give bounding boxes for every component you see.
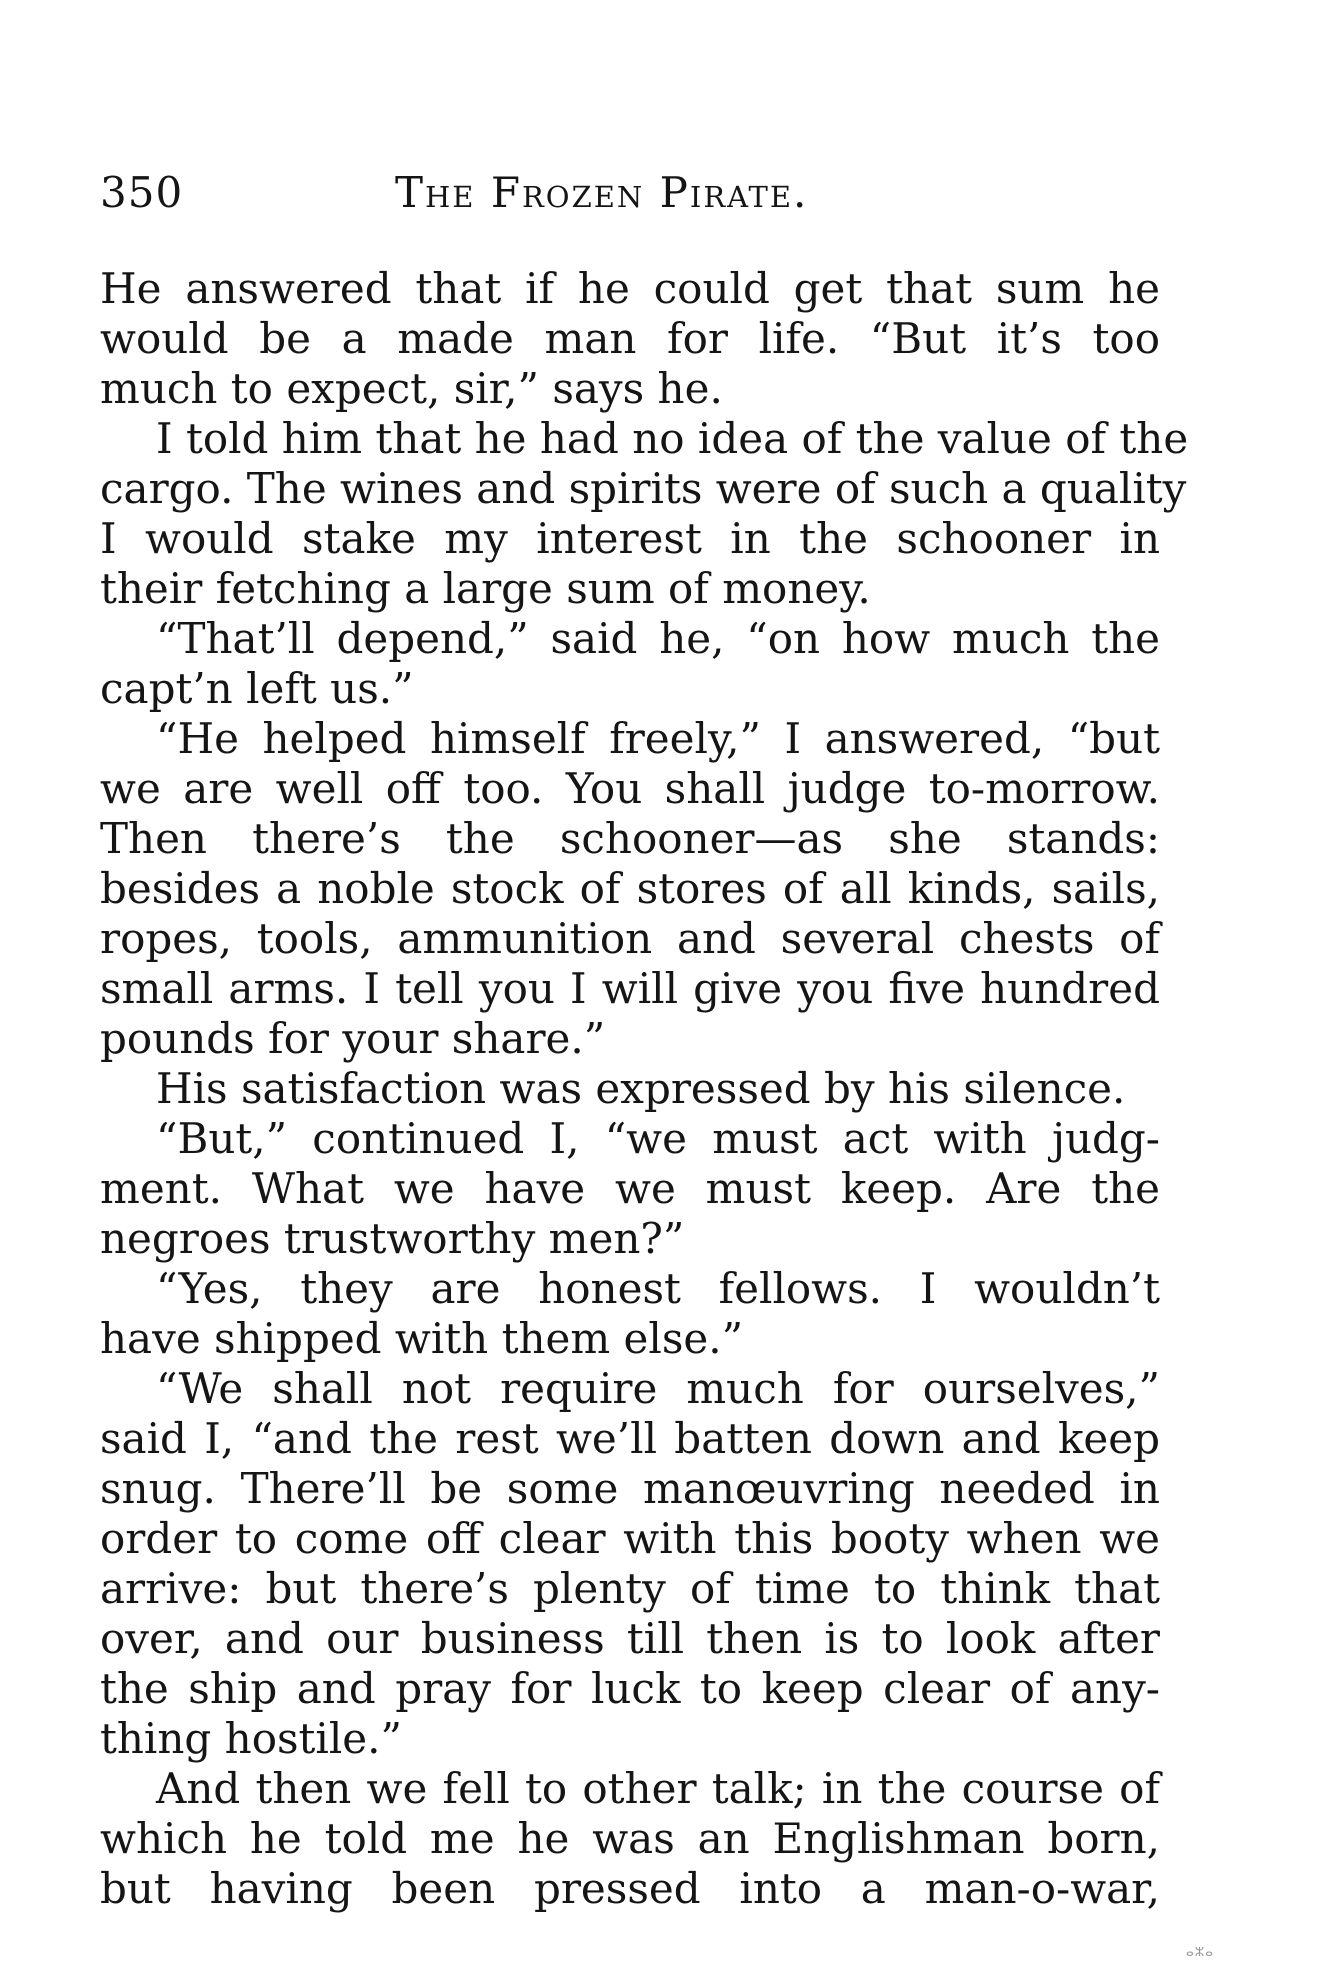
text-line: arrive: but there’s plenty of time to think that bbox=[100, 1564, 1160, 1613]
text-line: And then we fell to other talk; in the course of bbox=[156, 1764, 1160, 1813]
scan-mark: ⴰⵣⴰ bbox=[1186, 1945, 1214, 1959]
text-line: small arms. I tell you I will give you five hundred bbox=[100, 964, 1160, 1013]
text-line: Then there’s the schooner—as she stands: bbox=[100, 814, 1160, 863]
text-line: “But,” continued I, “we must act with judg- bbox=[156, 1114, 1160, 1163]
text-line: would be a made man for life. “But it’s too bbox=[100, 314, 1160, 363]
text-line: we are well off too. You shall judge to-morrow. bbox=[100, 764, 1160, 813]
text-line: their fetching a large sum of money. bbox=[100, 564, 871, 613]
text-line: “He helped himself freely,” I answered, “but bbox=[156, 714, 1160, 763]
text-line: His satisfaction was expressed by his silence. bbox=[156, 1064, 1126, 1113]
text-line: capt’n left us.” bbox=[100, 664, 414, 713]
text-line: over, and our business till then is to look after bbox=[100, 1614, 1160, 1663]
text-line: “That’ll depend,” said he, “on how much the bbox=[156, 614, 1160, 663]
text-line: the ship and pray for luck to keep clear of any- bbox=[100, 1664, 1160, 1713]
text-line: negroes trustworthy men?” bbox=[100, 1214, 685, 1263]
text-line: much to expect, sir,” says he. bbox=[100, 364, 723, 413]
text-line: said I, “and the rest we’ll batten down and keep bbox=[100, 1414, 1160, 1463]
page-number: 350 bbox=[100, 168, 184, 217]
running-title: The Frozen Pirate. bbox=[395, 168, 809, 217]
text-line: but having been pressed into a man-o-war, bbox=[100, 1864, 1160, 1913]
text-line: “Yes, they are honest fellows. I wouldn’t bbox=[156, 1264, 1160, 1313]
page-header bbox=[100, 168, 1160, 228]
text-line: order to come off clear with this booty when we bbox=[100, 1514, 1160, 1563]
text-line: pounds for your share.” bbox=[100, 1014, 606, 1063]
text-line: “We shall not require much for ourselves,” bbox=[156, 1364, 1160, 1413]
text-line: have shipped with them else.” bbox=[100, 1314, 744, 1363]
text-line: I would stake my interest in the schooner in bbox=[100, 514, 1160, 563]
body-text bbox=[100, 264, 1189, 1914]
text-line: besides a noble stock of stores of all kinds, sails, bbox=[100, 864, 1160, 913]
text-line: I told him that he had no idea of the value of the bbox=[156, 414, 1189, 463]
text-line: snug. There’ll be some manœuvring needed in bbox=[100, 1464, 1160, 1513]
text-line: ropes, tools, ammunition and several chests of bbox=[100, 914, 1160, 963]
text-line: cargo. The wines and spirits were of such a quality bbox=[100, 464, 1187, 513]
text-line: ment. What we have we must keep. Are the bbox=[100, 1164, 1160, 1213]
text-line: thing hostile.” bbox=[100, 1714, 402, 1763]
text-line: He answered that if he could get that sum he bbox=[100, 264, 1160, 313]
text-line: which he told me he was an Englishman born, bbox=[100, 1814, 1160, 1863]
